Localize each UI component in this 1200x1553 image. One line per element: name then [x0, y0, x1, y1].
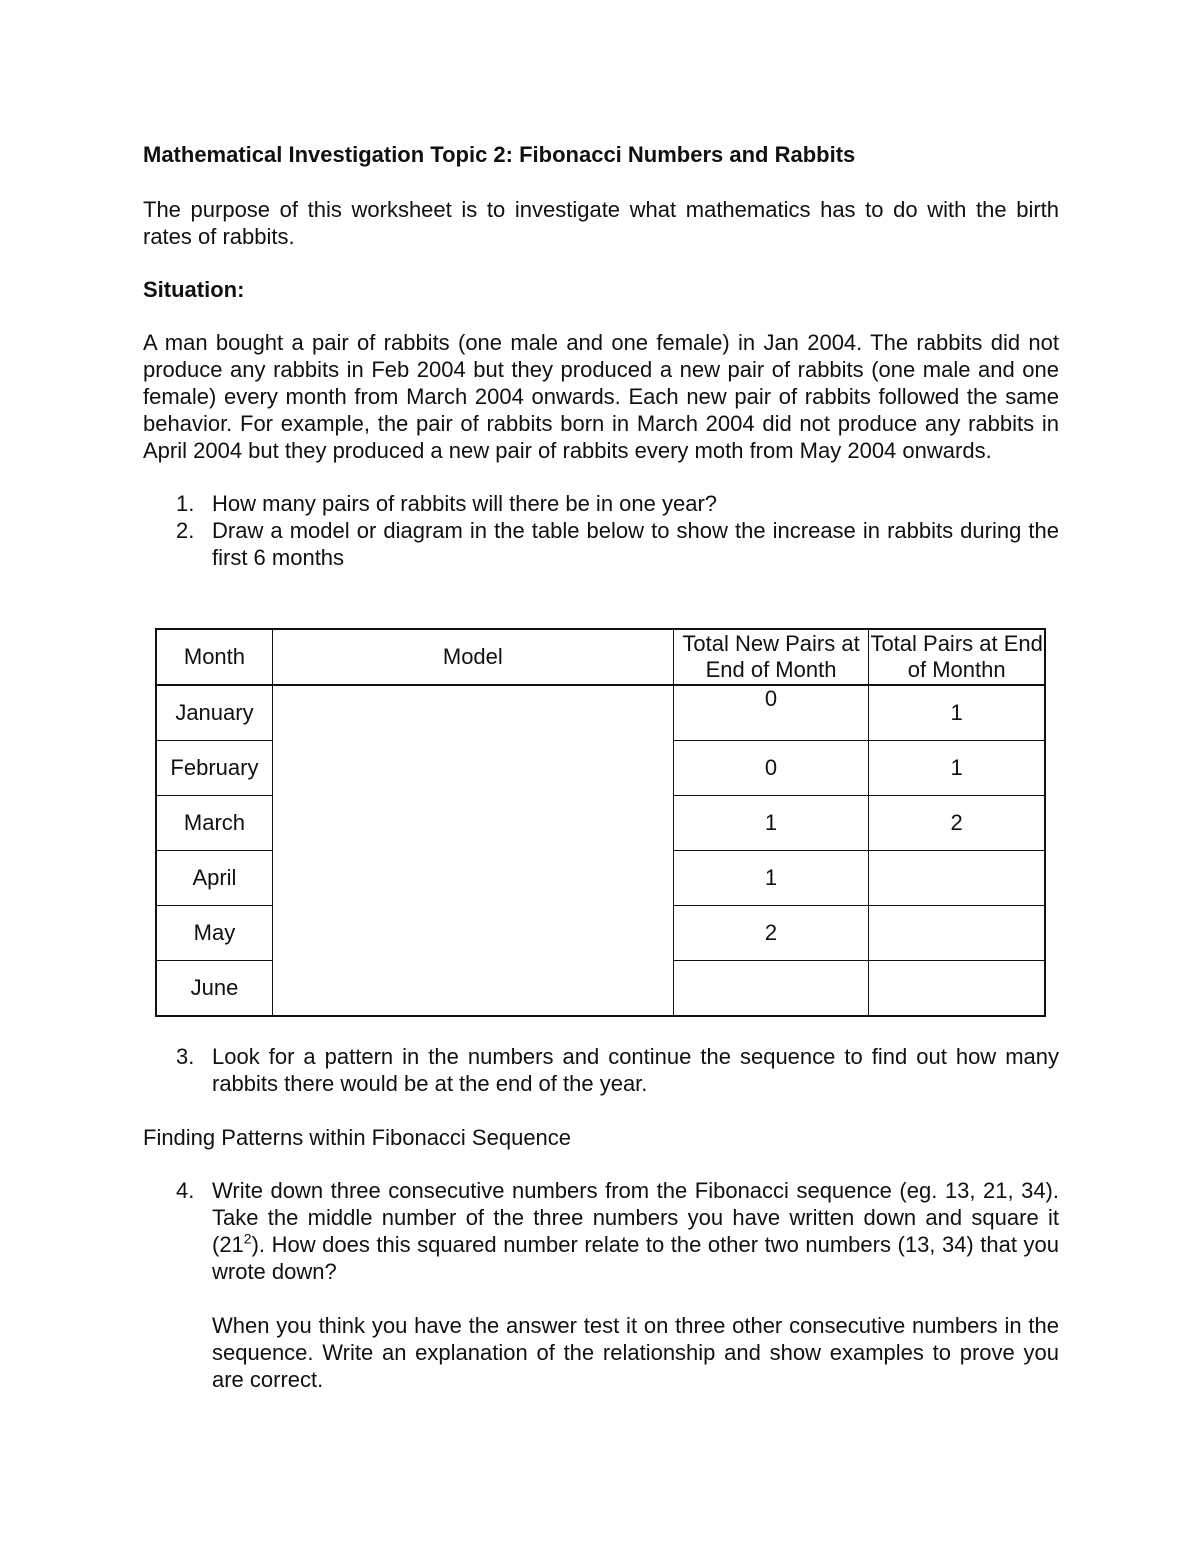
- total-pairs-cell: 2: [869, 796, 1045, 851]
- total-pairs-cell: 1: [869, 741, 1045, 796]
- new-pairs-cell: 0: [673, 685, 869, 741]
- question-number: 3.: [176, 1044, 195, 1069]
- new-pairs-cell: 2: [673, 906, 869, 961]
- header-total-pairs: Total Pairs at End of Monthn: [869, 629, 1045, 685]
- question-text: [212, 1178, 1059, 1284]
- new-pairs-cell[interactable]: [673, 961, 869, 1017]
- question-number: 1.: [176, 491, 195, 516]
- month-cell: May: [156, 906, 272, 961]
- month-cell: February: [156, 741, 272, 796]
- question-text-part-1: Write down three consecutive numbers from the Fibonacci sequence (eg. 13, 21, 34). Take the middle number of the three numbers you have written down and square it (21: [212, 1178, 1059, 1257]
- worksheet-page: [143, 138, 1059, 571]
- new-pairs-cell: 0: [673, 741, 869, 796]
- total-pairs-cell: 1: [869, 685, 1045, 741]
- table-header-row: [156, 629, 1045, 685]
- total-pairs-cell[interactable]: [869, 851, 1045, 906]
- question-text: Draw a model or diagram in the table below to show the increase in rabbits during the first 6 months: [212, 518, 1059, 570]
- question-text: Look for a pattern in the numbers and continue the sequence to find out how many rabbits there would be at the end of the year.: [212, 1044, 1059, 1096]
- month-cell: June: [156, 961, 272, 1017]
- situation-heading: Situation:: [143, 277, 245, 302]
- total-pairs-cell[interactable]: [869, 961, 1045, 1017]
- question-number: 4.: [176, 1178, 195, 1203]
- question-2: [143, 517, 1059, 571]
- section-heading: Finding Patterns within Fibonacci Sequence: [143, 1125, 572, 1150]
- purpose-text: The purpose of this worksheet is to investigate what mathematics has to do with the birth rates of rabbits.: [143, 197, 1059, 249]
- question-number: 2.: [176, 518, 195, 543]
- month-cell: March: [156, 796, 272, 851]
- page-title: Mathematical Investigation Topic 2: Fibonacci Numbers and Rabbits: [143, 142, 856, 167]
- question-3: [143, 1043, 1059, 1097]
- header-model: Model: [272, 629, 673, 685]
- superscript-exponent: 2: [243, 1230, 252, 1247]
- month-cell: April: [156, 851, 272, 906]
- question-4-followup: [143, 1312, 1059, 1393]
- question-4: [143, 1177, 1059, 1285]
- questions-list-a: [143, 490, 1059, 571]
- header-new-pairs: Total New Pairs at End of Month: [673, 629, 869, 685]
- new-pairs-cell: 1: [673, 796, 869, 851]
- header-month: Month: [156, 629, 272, 685]
- month-cell: January: [156, 685, 272, 741]
- questions-list-c: [143, 1177, 1059, 1393]
- question-text-part-2: ). How does this squared number relate to the other two numbers (13, 34) that you wrote down?: [212, 1232, 1059, 1284]
- question-1: [143, 490, 1059, 517]
- new-pairs-cell: 1: [673, 851, 869, 906]
- question-text: How many pairs of rabbits will there be in one year?: [212, 491, 718, 516]
- worksheet-lower: [143, 1043, 1059, 1393]
- table-row: [156, 685, 1045, 741]
- situation-text: A man bought a pair of rabbits (one male and one female) in Jan 2004. The rabbits did not produce any rabbits in Feb 2004 but they produced a new pair of rabbits (one male and one female) every month from March 2004 onwards. Each new pair of rabbits followed the same behavior. For example, the pair of rabbits born in March 2004 did not produce any rabbits in April 2004 but they produced a new pair of rabbits every moth from May 2004 onwards.: [143, 330, 1059, 463]
- total-pairs-cell[interactable]: [869, 906, 1045, 961]
- followup-text: When you think you have the answer test it on three other consecutive numbers in the sequence. Write an explanation of the relationship and show examples to prove you are correct.: [212, 1313, 1059, 1392]
- rabbit-table: [155, 628, 1046, 1017]
- questions-list-b: [143, 1043, 1059, 1097]
- model-drawing-area[interactable]: [272, 685, 673, 1016]
